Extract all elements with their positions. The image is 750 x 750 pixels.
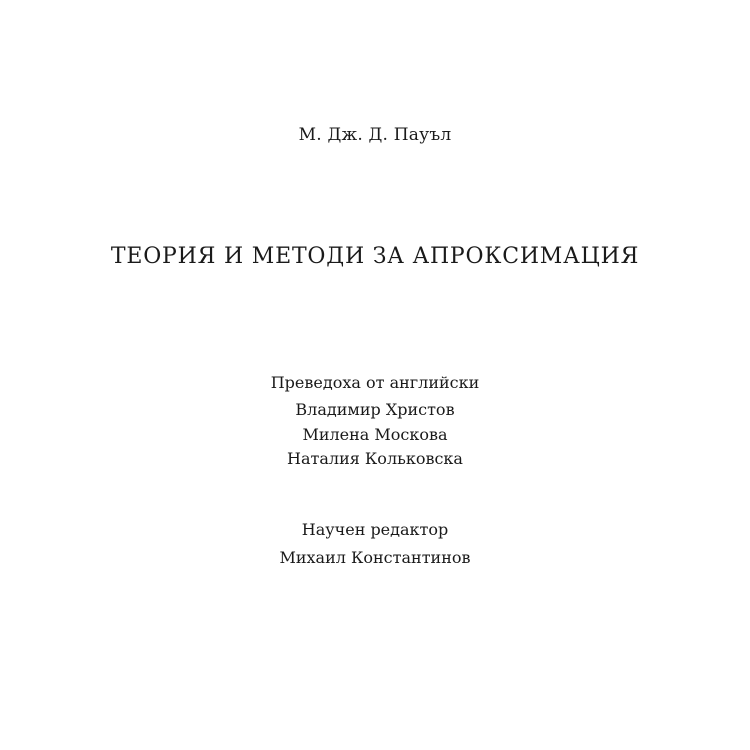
author-name: М. Дж. Д. Пауъл — [298, 125, 452, 145]
editor-name: Михаил Константинов — [279, 548, 471, 567]
translator-name: Наталия Кольковска — [287, 449, 463, 468]
book-title: ТЕОРИЯ И МЕТОДИ ЗА АПРОКСИМАЦИЯ — [110, 244, 640, 269]
translation-label: Преведоха от английски — [270, 373, 480, 392]
translator-name: Владимир Христов — [295, 400, 455, 419]
translator-name: Милена Москова — [302, 425, 448, 444]
editor-label: Научен редактор — [301, 520, 449, 539]
